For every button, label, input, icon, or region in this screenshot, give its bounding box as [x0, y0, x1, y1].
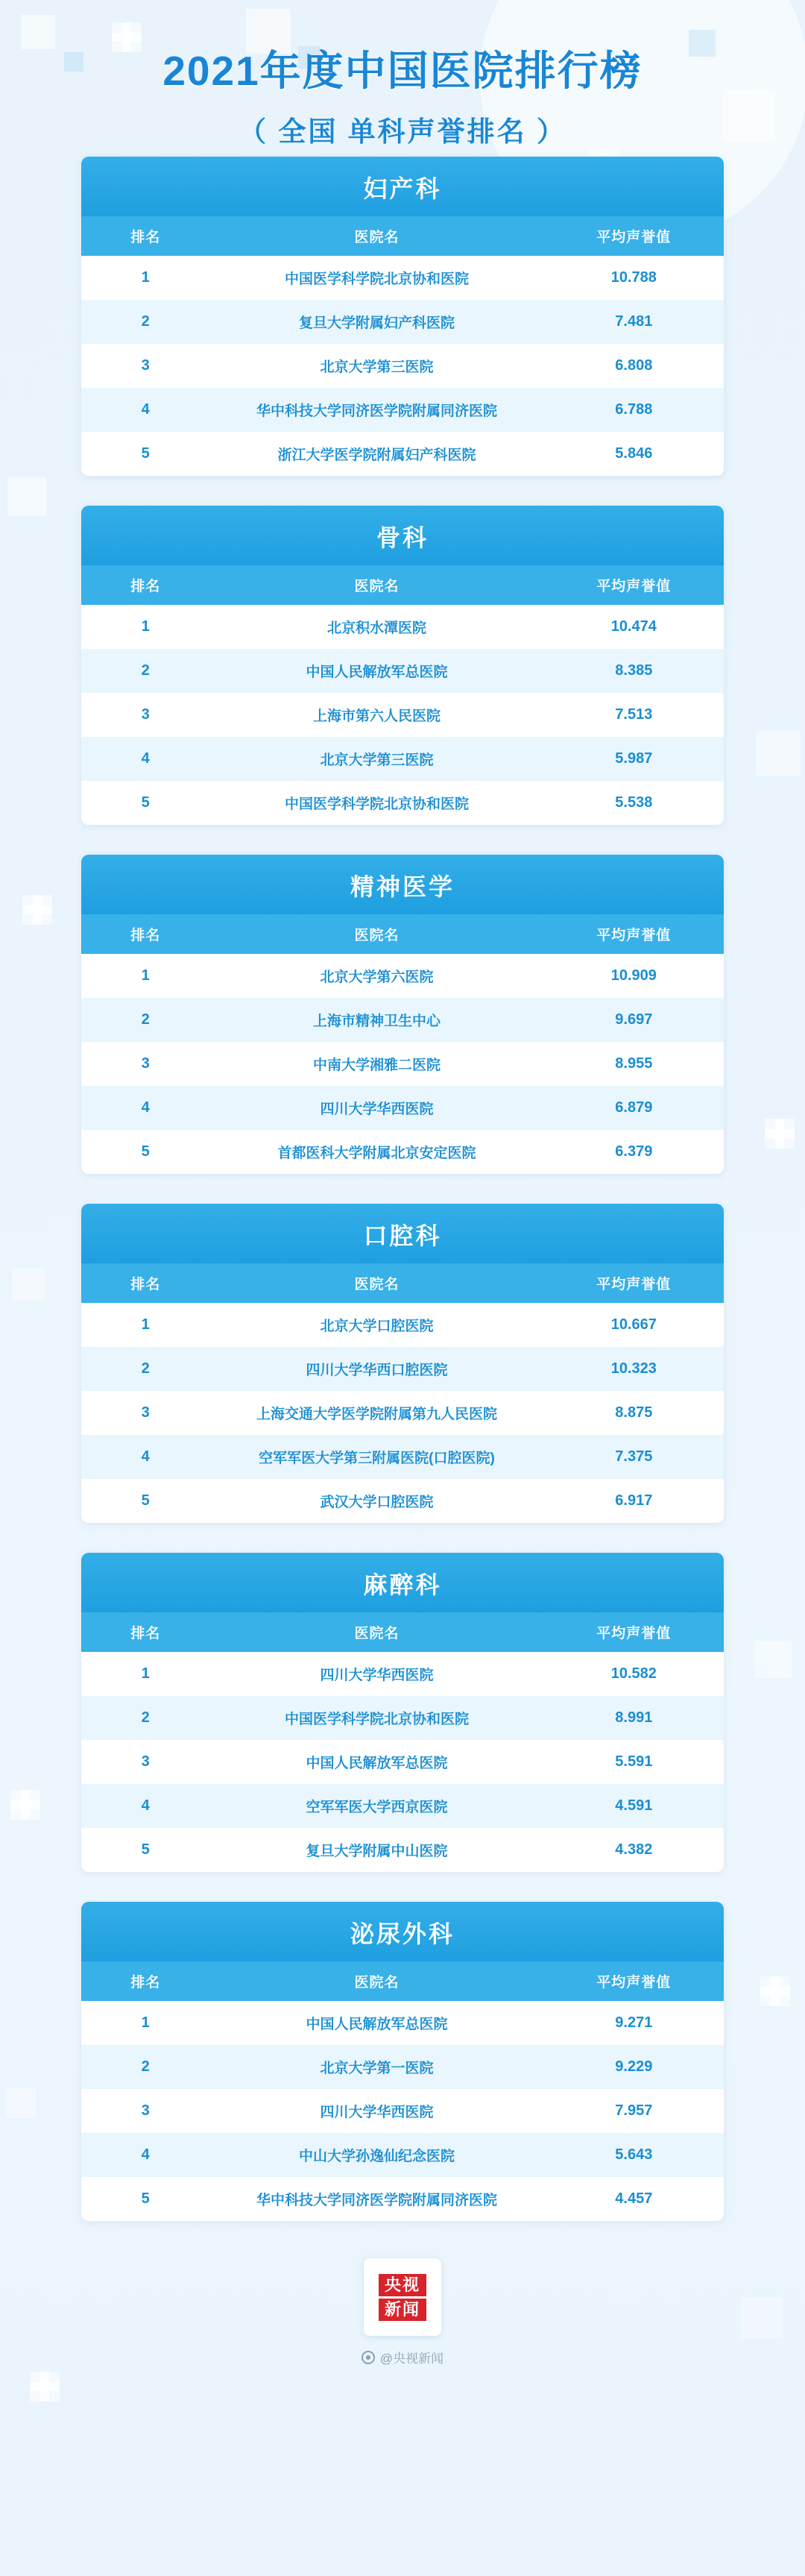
cell-hospital: 中国医学科学院北京协和医院 — [285, 1712, 470, 1727]
cell-score: 7.513 — [615, 706, 653, 723]
cell-rank: 5 — [141, 1143, 150, 1160]
table-row — [81, 737, 724, 781]
cell-hospital: 中国医学科学院北京协和医院 — [285, 797, 470, 812]
ranking-table — [81, 914, 724, 1174]
cell-rank: 1 — [141, 2014, 150, 2031]
cell-rank: 2 — [141, 1709, 150, 1726]
cell-hospital: 中国人民解放军总医院 — [306, 1756, 448, 1771]
cell-hospital: 浙江大学医学院附属妇产科医院 — [277, 447, 476, 463]
table-row — [81, 1784, 724, 1828]
ranking-card-title: 妇产科 — [81, 157, 724, 216]
cell-score: 8.955 — [615, 1055, 653, 1072]
cell-hospital: 中国医学科学院北京协和医院 — [285, 271, 470, 287]
table-row — [81, 1130, 724, 1174]
cell-hospital: 空军军医大学第三附属医院(口腔医院) — [259, 1451, 495, 1466]
table-row — [81, 1479, 724, 1523]
cell-score: 6.788 — [615, 401, 653, 418]
column-header-hospital: 医院名 — [209, 1263, 543, 1303]
ranking-card-title: 泌尿外科 — [81, 1902, 724, 1961]
table-header-row — [81, 914, 724, 954]
cell-score: 5.538 — [615, 794, 653, 811]
cell-hospital: 北京大学第一医院 — [320, 2061, 434, 2076]
medical-cross-icon — [30, 2372, 60, 2401]
cell-rank: 2 — [141, 2058, 150, 2075]
cell-hospital: 复旦大学附属妇产科医院 — [299, 315, 455, 331]
table-header-row — [81, 1961, 724, 2001]
cell-score: 5.591 — [615, 1753, 653, 1770]
cell-hospital: 复旦大学附属中山医院 — [306, 1844, 448, 1859]
cell-hospital: 四川大学华西医院 — [320, 2105, 434, 2120]
table-row — [81, 1740, 724, 1784]
table-row — [81, 1303, 724, 1347]
cell-hospital: 上海市第六人民医院 — [313, 709, 441, 724]
cell-score: 8.875 — [615, 1404, 653, 1421]
ranking-table — [81, 1612, 724, 1872]
column-header-hospital: 医院名 — [209, 1961, 543, 2001]
cell-hospital: 中南大学湘雅二医院 — [313, 1058, 441, 1073]
cell-rank: 5 — [141, 445, 150, 462]
table-row — [81, 344, 724, 388]
cell-score: 9.271 — [615, 2014, 653, 2031]
table-row — [81, 1086, 724, 1130]
page-title: 2021年度中国医院排行榜 — [162, 48, 643, 94]
ranking-card — [81, 1553, 724, 1872]
cell-score: 5.846 — [615, 445, 653, 462]
cell-score: 10.323 — [610, 1360, 657, 1377]
cell-rank: 2 — [141, 1011, 150, 1028]
cell-score: 9.697 — [615, 1011, 653, 1028]
cell-rank: 1 — [141, 618, 150, 635]
cctv-news-logo — [364, 2258, 441, 2336]
weibo-credit — [0, 2348, 805, 2366]
cell-score: 6.379 — [615, 1143, 653, 1160]
cell-rank: 3 — [141, 2102, 150, 2119]
cell-hospital: 上海市精神卫生中心 — [313, 1014, 441, 1029]
table-row — [81, 1347, 724, 1391]
table-row — [81, 1391, 724, 1435]
table-row — [81, 300, 724, 344]
table-row — [81, 954, 724, 998]
table-row — [81, 2045, 724, 2089]
cell-score: 10.474 — [610, 618, 657, 635]
column-header-hospital: 医院名 — [209, 914, 543, 954]
logo-text-line1: 央视 — [379, 2274, 426, 2296]
cell-rank: 1 — [141, 967, 150, 984]
cell-score: 6.808 — [615, 357, 653, 374]
cell-rank: 3 — [141, 1753, 150, 1770]
table-row — [81, 2133, 724, 2177]
column-header-hospital: 医院名 — [209, 216, 543, 256]
column-header-rank: 排名 — [81, 565, 209, 605]
column-header-score: 平均声誉值 — [544, 1961, 724, 2001]
table-row — [81, 649, 724, 693]
cell-score: 10.788 — [610, 269, 657, 286]
cell-rank: 4 — [141, 750, 150, 767]
cell-hospital: 北京大学第三医院 — [320, 359, 434, 375]
cell-rank: 5 — [141, 794, 150, 811]
ranking-card — [81, 855, 724, 1174]
cell-score: 5.643 — [615, 2146, 653, 2163]
ranking-card — [81, 506, 724, 825]
table-header-row — [81, 1612, 724, 1652]
cell-score: 5.987 — [615, 750, 653, 767]
ranking-table — [81, 565, 724, 825]
cell-hospital: 空军军医大学西京医院 — [306, 1800, 448, 1815]
table-row — [81, 2089, 724, 2133]
cell-rank: 5 — [141, 1841, 150, 1858]
table-header-row — [81, 216, 724, 256]
cell-hospital: 中国人民解放军总医院 — [306, 2017, 448, 2032]
cell-score: 7.375 — [615, 1448, 653, 1465]
cell-score: 10.909 — [610, 967, 657, 984]
cell-hospital: 中山大学孙逸仙纪念医院 — [299, 2149, 455, 2164]
cell-rank: 3 — [141, 1404, 150, 1421]
cell-rank: 1 — [141, 1665, 150, 1682]
footer — [0, 2251, 805, 2366]
column-header-hospital: 医院名 — [209, 1612, 543, 1652]
column-header-score: 平均声誉值 — [544, 565, 724, 605]
cell-hospital: 四川大学华西口腔医院 — [306, 1363, 448, 1378]
ranking-sections — [0, 157, 805, 2221]
table-row — [81, 693, 724, 737]
table-row — [81, 1042, 724, 1086]
table-row — [81, 1652, 724, 1696]
column-header-rank: 排名 — [81, 216, 209, 256]
cell-score: 6.879 — [615, 1099, 653, 1116]
ranking-card — [81, 1902, 724, 2221]
cell-score: 4.591 — [615, 1797, 653, 1814]
column-header-score: 平均声誉值 — [544, 216, 724, 256]
cell-score: 9.229 — [615, 2058, 653, 2075]
cell-rank: 2 — [141, 662, 150, 679]
table-row — [81, 1696, 724, 1740]
column-header-hospital: 医院名 — [209, 565, 543, 605]
cell-score: 8.385 — [615, 662, 653, 679]
cell-rank: 5 — [141, 1492, 150, 1509]
column-header-rank: 排名 — [81, 1961, 209, 2001]
cell-score: 10.667 — [610, 1316, 657, 1333]
cell-rank: 2 — [141, 1360, 150, 1377]
cell-hospital: 武汉大学口腔医院 — [320, 1495, 434, 1510]
ranking-card-title: 精神医学 — [81, 855, 724, 914]
cell-hospital: 北京大学口腔医院 — [320, 1319, 434, 1334]
cell-score: 10.582 — [610, 1665, 657, 1682]
cell-score: 4.457 — [615, 2190, 653, 2207]
cell-score: 7.957 — [615, 2102, 653, 2119]
table-row — [81, 781, 724, 825]
table-row — [81, 2001, 724, 2045]
ranking-card — [81, 1204, 724, 1523]
title-block — [0, 0, 805, 157]
page-subtitle: （ 全国 单科声誉排名 ） — [239, 116, 566, 147]
table-row — [81, 605, 724, 649]
cell-hospital: 首都医科大学附属北京安定医院 — [277, 1146, 476, 1161]
ranking-card-title: 麻醉科 — [81, 1553, 724, 1612]
cell-rank: 3 — [141, 706, 150, 723]
ranking-table — [81, 1263, 724, 1523]
table-row — [81, 1828, 724, 1872]
cell-hospital: 北京积水潭医院 — [327, 621, 427, 636]
column-header-score: 平均声誉值 — [544, 914, 724, 954]
cell-rank: 4 — [141, 401, 150, 418]
column-header-score: 平均声誉值 — [544, 1263, 724, 1303]
table-header-row — [81, 565, 724, 605]
cell-rank: 1 — [141, 269, 150, 286]
table-header-row — [81, 1263, 724, 1303]
table-row — [81, 2177, 724, 2221]
cell-score: 4.382 — [615, 1841, 653, 1858]
ranking-card-title: 骨科 — [81, 506, 724, 565]
ranking-table — [81, 1961, 724, 2221]
column-header-score: 平均声誉值 — [544, 1612, 724, 1652]
weibo-credit-text: @央视新闻 — [379, 2352, 444, 2366]
cell-rank: 4 — [141, 1797, 150, 1814]
cell-score: 7.481 — [615, 313, 653, 330]
table-row — [81, 998, 724, 1042]
logo-text-line2: 新闻 — [379, 2299, 426, 2321]
table-row — [81, 388, 724, 432]
cell-hospital: 北京大学第三医院 — [320, 753, 434, 768]
cell-hospital: 四川大学华西医院 — [320, 1102, 434, 1117]
cell-hospital: 中国人民解放军总医院 — [306, 665, 448, 680]
column-header-rank: 排名 — [81, 914, 209, 954]
cell-rank: 5 — [141, 2190, 150, 2207]
ranking-card — [81, 157, 724, 476]
cell-hospital: 北京大学第六医院 — [320, 970, 434, 985]
cell-rank: 3 — [141, 1055, 150, 1072]
cell-rank: 3 — [141, 357, 150, 374]
cell-rank: 1 — [141, 1316, 150, 1333]
cell-hospital: 上海交通大学医学院附属第九人民医院 — [256, 1407, 498, 1422]
cell-score: 6.917 — [615, 1492, 653, 1509]
column-header-rank: 排名 — [81, 1612, 209, 1652]
ranking-card-title: 口腔科 — [81, 1204, 724, 1263]
table-row — [81, 432, 724, 476]
cell-rank: 4 — [141, 1099, 150, 1116]
cell-hospital: 华中科技大学同济医学院附属同济医院 — [256, 403, 498, 419]
ranking-table — [81, 216, 724, 476]
cell-rank: 4 — [141, 2146, 150, 2163]
cell-rank: 4 — [141, 1448, 150, 1465]
cell-hospital: 华中科技大学同济医学院附属同济医院 — [256, 2193, 498, 2208]
cell-score: 8.991 — [615, 1709, 653, 1726]
table-row — [81, 256, 724, 300]
weibo-eye-icon — [362, 2351, 375, 2364]
cell-hospital: 四川大学华西医院 — [320, 1668, 434, 1683]
cell-rank: 2 — [141, 313, 150, 330]
column-header-rank: 排名 — [81, 1263, 209, 1303]
table-row — [81, 1435, 724, 1479]
